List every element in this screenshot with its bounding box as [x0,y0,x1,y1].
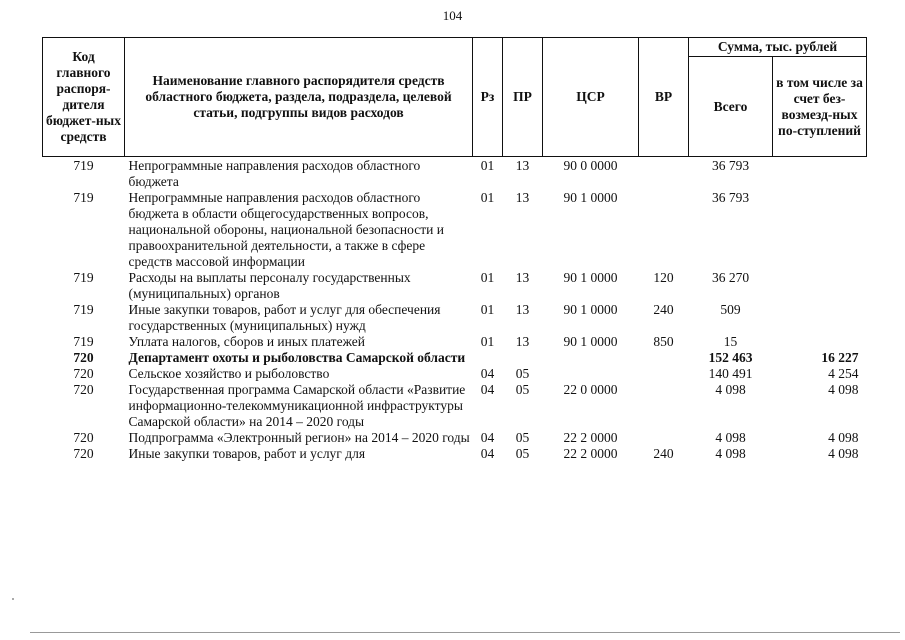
header-pr: ПР [503,38,543,157]
row-pr [503,350,543,366]
header-gratis: в том числе за счет без-возмезд-ных по-ступлений [773,57,867,157]
table-row [43,430,867,446]
row-total: 4 098 [715,430,746,445]
scan-speck [12,598,14,600]
row-gratis: 4 098 [828,446,859,461]
row-code: 720 [73,350,94,365]
row-pr: 05 [515,382,530,397]
row-csr [543,366,639,382]
row-name: Подпрограмма «Электронный регион» на 2014 – 2020 годы [128,430,470,445]
row-rz: 04 [480,382,495,397]
row-code: 719 [73,334,94,349]
row-pr: 05 [515,446,530,461]
row-name: Непрограммные направления расходов областного бюджета [128,158,421,189]
table-header [43,38,867,157]
row-vr [639,382,689,430]
table-row [43,190,867,270]
header-name: Наименование главного распорядителя средств областного бюджета, раздела, подраздела, целевой статьи, подгруппы видов расходов [125,38,473,157]
table-row [43,334,867,350]
row-total: 15 [723,334,738,349]
row-vr [639,190,689,270]
row-gratis: 16 227 [821,350,859,365]
row-total: 4 098 [715,446,746,461]
row-csr: 90 1 0000 [563,270,618,285]
row-csr: 22 2 0000 [563,430,618,445]
row-total: 36 793 [711,190,750,205]
row-gratis [773,157,867,191]
row-gratis [773,270,867,302]
header-total: Всего [689,57,773,157]
row-name: Уплата налогов, сборов и иных платежей [128,334,365,349]
table-row [43,350,867,366]
row-name: Иные закупки товаров, работ и услуг для обеспечения государственных (муниципальных) нужд [128,302,441,333]
header-csr: ЦСР [543,38,639,157]
row-csr: 22 0 0000 [563,382,618,397]
table-row [43,302,867,334]
row-rz: 04 [480,446,495,461]
row-csr: 90 0 0000 [563,158,618,173]
table-row [43,157,867,191]
row-total: 36 270 [711,270,750,285]
row-rz: 01 [480,270,495,285]
row-csr: 90 1 0000 [563,302,618,317]
row-csr: 90 1 0000 [563,190,618,205]
row-name: Расходы на выплаты персоналу государственных (муниципальных) органов [128,270,411,301]
row-rz: 01 [480,334,495,349]
row-csr [543,350,639,366]
row-vr [639,366,689,382]
row-rz: 01 [480,190,495,205]
row-pr: 13 [515,190,530,205]
header-rz: Рз [473,38,503,157]
row-code: 719 [73,302,94,317]
row-rz: 04 [480,430,495,445]
row-pr: 13 [515,302,530,317]
row-rz: 01 [480,302,495,317]
header-sum: Сумма, тыс. рублей [689,38,867,57]
page-number: 104 [442,8,463,23]
row-code: 719 [73,190,94,205]
row-pr: 05 [515,430,530,445]
row-pr: 13 [515,270,530,285]
row-code: 720 [73,430,94,445]
row-rz [473,350,503,366]
table-row [43,366,867,382]
row-vr: 240 [653,302,674,317]
row-vr [639,157,689,191]
header-code: Код главного распоря-дителя бюджет-ных средств [43,38,125,157]
row-pr: 13 [515,334,530,349]
scan-edge-line [30,632,900,633]
table-body [43,157,867,463]
row-code: 719 [73,158,94,173]
row-gratis [773,190,867,270]
row-total: 140 491 [708,366,753,381]
row-pr: 05 [515,366,530,381]
row-vr: 240 [653,446,674,461]
row-name: Департамент охоты и рыболовства Самарской области [128,350,466,365]
header-vr: ВР [639,38,689,157]
row-vr: 120 [653,270,674,285]
row-total: 509 [720,302,741,317]
table-row [43,270,867,302]
table-row [43,446,867,462]
row-name: Иные закупки товаров, работ и услуг для [128,446,366,461]
row-gratis: 4 098 [828,382,859,397]
row-vr: 850 [653,334,674,349]
row-code: 720 [73,446,94,461]
row-gratis: 4 254 [828,366,859,381]
row-name: Непрограммные направления расходов областного бюджета в области общегосударственных вопросов, национальной обороны, национальной безопасности и правоохранительной деятельности, а также в сфере средств массовой информации [128,190,444,269]
row-code: 719 [73,270,94,285]
row-pr: 13 [515,158,530,173]
row-name: Сельское хозяйство и рыболовство [128,366,330,381]
row-code: 720 [73,366,94,381]
row-gratis [773,302,867,334]
row-rz: 01 [480,158,495,173]
row-vr [639,430,689,446]
row-gratis: 4 098 [828,430,859,445]
row-total: 4 098 [715,382,746,397]
budget-table [42,37,867,462]
row-total: 152 463 [708,350,753,365]
row-csr: 90 1 0000 [563,334,618,349]
table-row [43,382,867,430]
row-name: Государственная программа Самарской области «Развитие информационно-телекоммуникационной инфраструктуры Самарской области» на 2014 – 2020 годы [128,382,466,429]
row-rz: 04 [480,366,495,381]
row-csr: 22 2 0000 [563,446,618,461]
row-total: 36 793 [711,158,750,173]
row-gratis [773,334,867,350]
row-code: 720 [73,382,94,397]
row-vr [639,350,689,366]
